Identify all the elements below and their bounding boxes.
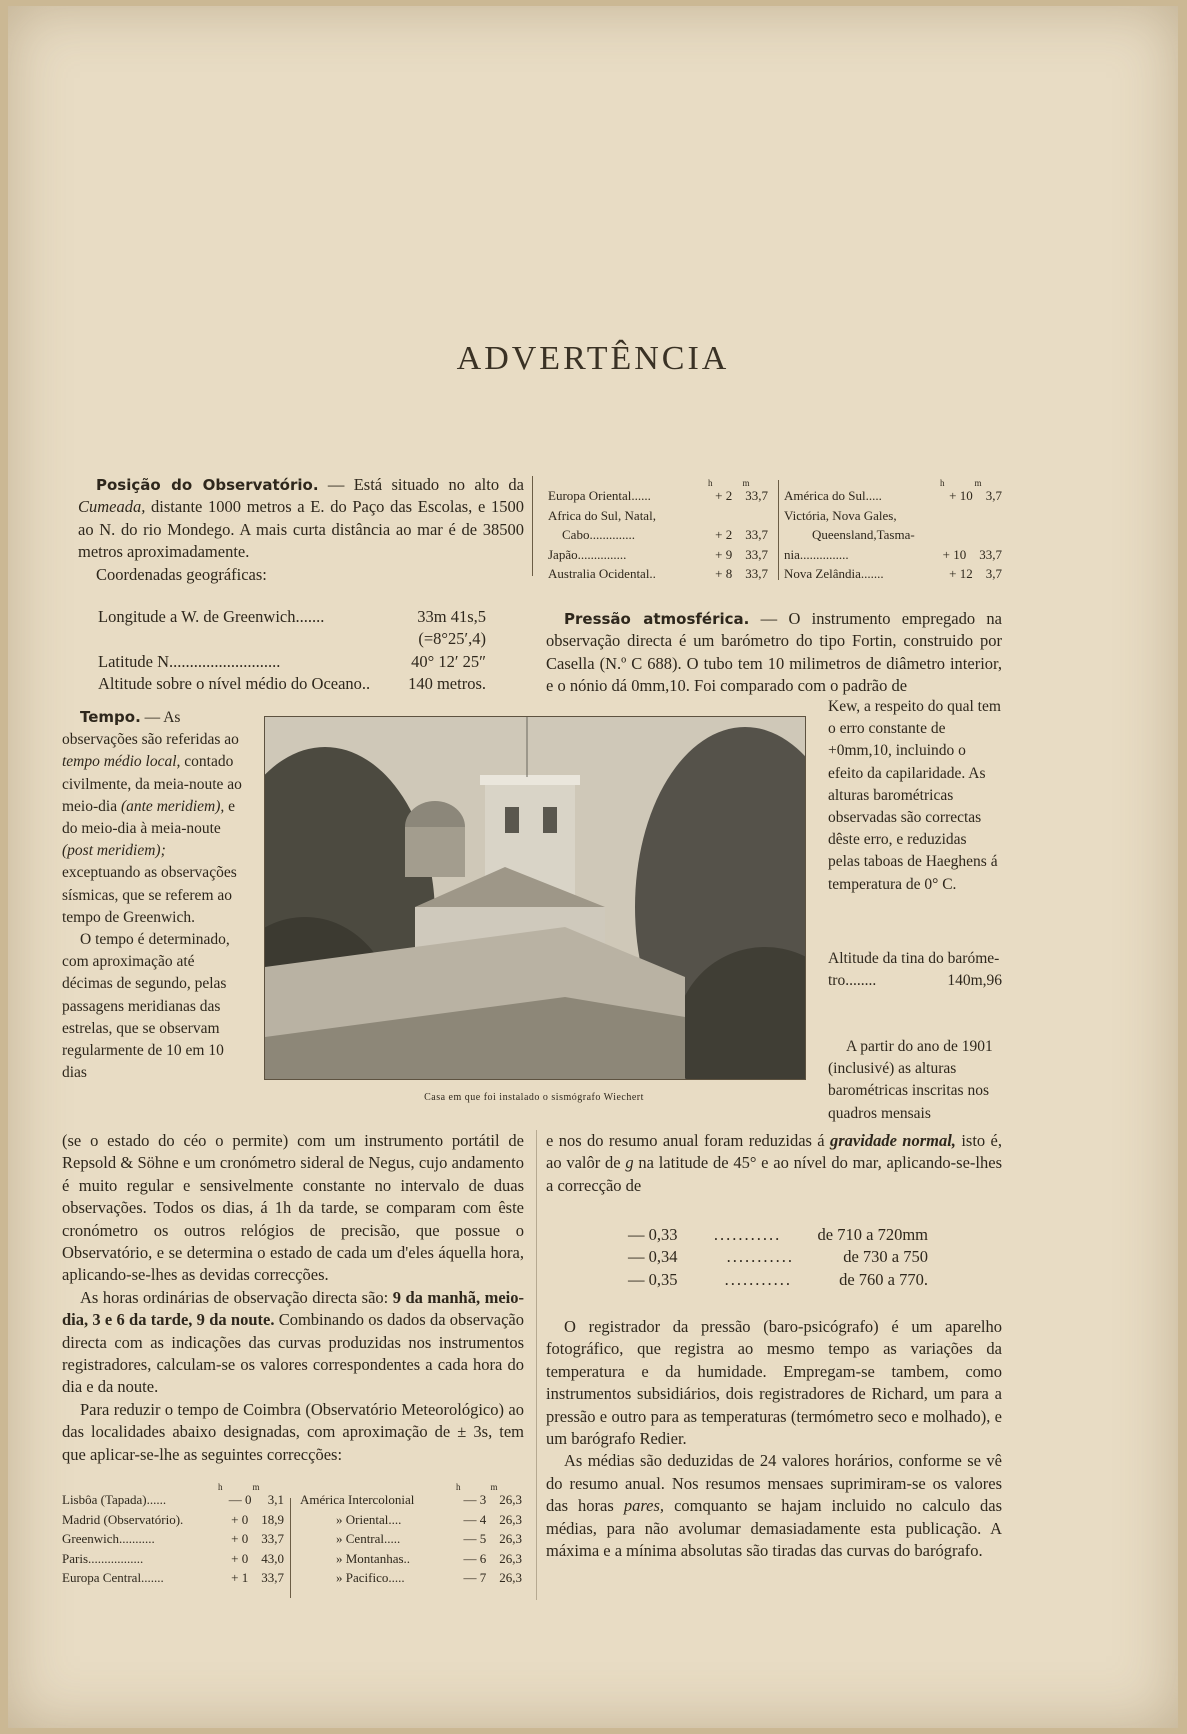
table-row: Greenwich........... + 0 33,7	[62, 1531, 284, 1547]
pressure-intro: Pressão atmosférica. — O instrumento empregado na observação directa é um barómetro do tipo Fortin, construido por Casella (N.º C 688). O tubo tem 10 milimetros de diâmetro interior, e o nónio dá 0mm,10. Foi comparado com o padrão de	[546, 609, 1002, 696]
bottom-time-table-right: h m América Intercolonial — 3 26,3 » Oriental.... — 4 26,3 » Central..... — 5 26,3 » Montanhas.. — 6 26,3 » Pacifico..... — 7 26,3	[300, 1484, 522, 1588]
table-row: Japão............... + 9 33,7	[548, 546, 768, 562]
page-title: ADVERTÊNCIA	[456, 340, 730, 377]
altitude-value: 140 metros.	[408, 674, 486, 694]
pressure-heading: Pressão atmosférica.	[564, 610, 750, 628]
table-row: Europa Central....... + 1 33,7	[62, 1570, 284, 1586]
table-row: Queensland,Tasma-	[812, 527, 915, 543]
table-row: América do Sul..... + 10 3,7	[784, 488, 1002, 503]
photo-caption: Casa em que foi instalado o sismógrafo Wiechert	[424, 1092, 644, 1103]
correction-list	[628, 1224, 928, 1291]
observatory-photo	[264, 716, 806, 1080]
barometer-altitude-value: 140m,96	[947, 972, 1002, 990]
table-row: Victória, Nova Gales,	[784, 507, 897, 523]
pressure-year-text: A partir do ano de 1901 (inclusivé) as alturas barométricas inscritas nos quadros mensais	[828, 1038, 993, 1122]
table-row: » Montanhas.. — 6 26,3	[336, 1550, 522, 1566]
barometer-altitude	[828, 948, 1002, 992]
table-row: Europa Oriental...... + 2 33,7	[548, 488, 768, 503]
time-heading: Tempo.	[80, 708, 141, 726]
longitude-label: Longitude a W. de Greenwich.......	[98, 607, 325, 626]
gravity-text: e nos do resumo anual foram reduzidas á gravidade normal, isto é, ao valôr de g na latitude de 45° e ao nível do mar, aplicando-se-lhes a correcção de	[546, 1131, 1002, 1195]
pressure-side-text: Kew, a respeito do qual tem o erro constante de +0mm,10, incluindo o efeito da capilaridade. As alturas barométricas observadas são correctas dêste erro, e reduzidas pelas taboas de Haeghens á temperatura de 0° C.	[828, 698, 1001, 893]
latitude-label: Latitude N...........................	[98, 651, 281, 671]
table-row: Nova Zelândia....... + 12 3,7	[784, 566, 1002, 582]
table-row: Paris................. + 0 43,0	[62, 1550, 284, 1566]
bottom-time-table-left: h m Lisbôa (Tapada)...... — 0 3,1 Madrid (Observatório). + 0 18,9 Greenwich........... + 0 33,7 Paris................. + 0 43,0 Europa Central....... + 1 33,7	[62, 1484, 284, 1588]
altitude-label: Altitude sobre o nível médio do Oceano..	[98, 674, 371, 694]
time-side-text: Tempo. — As observações são referidas ao tempo médio local, contado civilmente, da meia-noute ao meio-dia (ante meridiem), e do meio-dia à meia-noute (post meridiem); exceptuando as observações sísmicas, que se referem ao tempo de Greenwich. O tempo é determinado, com aproximação até décimas de segundo, pelas passagens meridianas das estrelas, que se observam regularmente de 10 em 10 dias	[62, 708, 242, 1082]
time-full-text: (se o estado do céo o permite) com um instrumento portátil de Repsold & Söhne e um cronómetro sideral de Negus, cujo andamento é muito regular e sensivelmente constante no intervalo de duas observações. Todos os dias, á 1h da tarde, se comparam com êste cronómetro os outros relógios de precisão, que possue o Observatório, e se determina o estado de cada um d'eles áquella hora, aplicando-se-lhes as devidas correcções. As horas ordinárias de observação directa são: 9 da manhã, meio-dia, 3 e 6 da tarde, 9 da noute. Combinando os dados da observação directa com as indicações das curvas produzidas nos instrumentos registradores, calculam-se os valores correspondentes a cada hora do dia e da noute. Para reduzir o tempo de Coimbra (Observatório Meteorológico) ao das localidades abaixo designadas, com aproximação de ± 3s, tem que aplicar-se-lhe as seguintes correcções:	[62, 1131, 524, 1464]
registrar-text: O registrador da pressão (baro-psicógrafo) é um aparelho fotográfico, que registra ao mesmo tempo as variações da temperatura e da humidade. Empregam-se tambem, como instrumentos subsidiários, dois registradores de Richard, um para a pressão e outro para as temperaturas (termómetro seco e molhado), e um barógrafo Redier. As médias são deduzidas de 24 valores horários, conforme se vê do resumo anual. Nos resumos mensaes suprimiram-se os valores das horas pares, comquanto se hajam incluido no calculo das médias, para não avolumar demasiadamente esta publicação. A máxima e a mínima absolutas são tiradas das curvas do barógrafo.	[546, 1317, 1002, 1561]
table-row: » Pacifico..... — 7 26,3	[336, 1570, 522, 1586]
list-item: — 0,34 ........... de 730 a 750	[628, 1247, 928, 1267]
list-item: — 0,35 ........... de 760 a 770.	[628, 1269, 928, 1289]
table-row: Madrid (Observatório). + 0 18,9	[62, 1511, 284, 1527]
table-row: » Oriental.... — 4 26,3	[336, 1511, 522, 1527]
document-page	[8, 6, 1178, 1728]
observatory-photo-drawing	[265, 717, 805, 1079]
table-row: Cabo.............. + 2 33,7	[562, 527, 768, 543]
table-row: nia............... + 10 33,7	[784, 546, 1002, 562]
table-row: » Central..... — 5 26,3	[336, 1531, 522, 1547]
top-time-table-left: h m Europa Oriental...... + 2 33,7 Africa do Sul, Natal, Cabo.............. + 2 33,7 Japão............... + 9 33,7 Australia Ocidental.. + 8 33,7	[548, 480, 768, 584]
table-row: Lisbôa (Tapada)...... — 0 3,1	[62, 1492, 284, 1507]
position-heading: Posição do Observatório.	[96, 476, 319, 494]
longitude-value: 33m 41s,5	[417, 607, 486, 626]
coords-intro: Coordenadas geográficas:	[96, 564, 267, 584]
list-item: — 0,33 ........... de 710 a 720mm	[628, 1225, 928, 1244]
table-row: Australia Ocidental.. + 8 33,7	[548, 566, 768, 582]
latitude-value: 40° 12′ 25″	[411, 651, 486, 671]
barometer-altitude-label: Altitude da tina do baróme-tro........	[828, 950, 1000, 990]
coordinates-block	[98, 606, 486, 696]
top-time-table-right: h m América do Sul..... + 10 3,7 Victória, Nova Gales, Queensland,Tasma- nia............... + 10 33,7 Nova Zelândia....... + 12 3,7	[784, 480, 1002, 584]
position-paragraph: Posição do Observatório. — Está situado no alto da Cumeada, distante 1000 metros a E. do Paço das Escolas, e 1500 ao N. do rio Mondego. A mais curta distância ao mar é de 38500 metros aproximadamente. Coordenadas geográficas:	[78, 474, 524, 586]
table-row: Africa do Sul, Natal,	[548, 507, 656, 523]
table-row: América Intercolonial — 3 26,3	[300, 1492, 522, 1507]
longitude-alt: (=8°25′,4)	[418, 629, 486, 649]
